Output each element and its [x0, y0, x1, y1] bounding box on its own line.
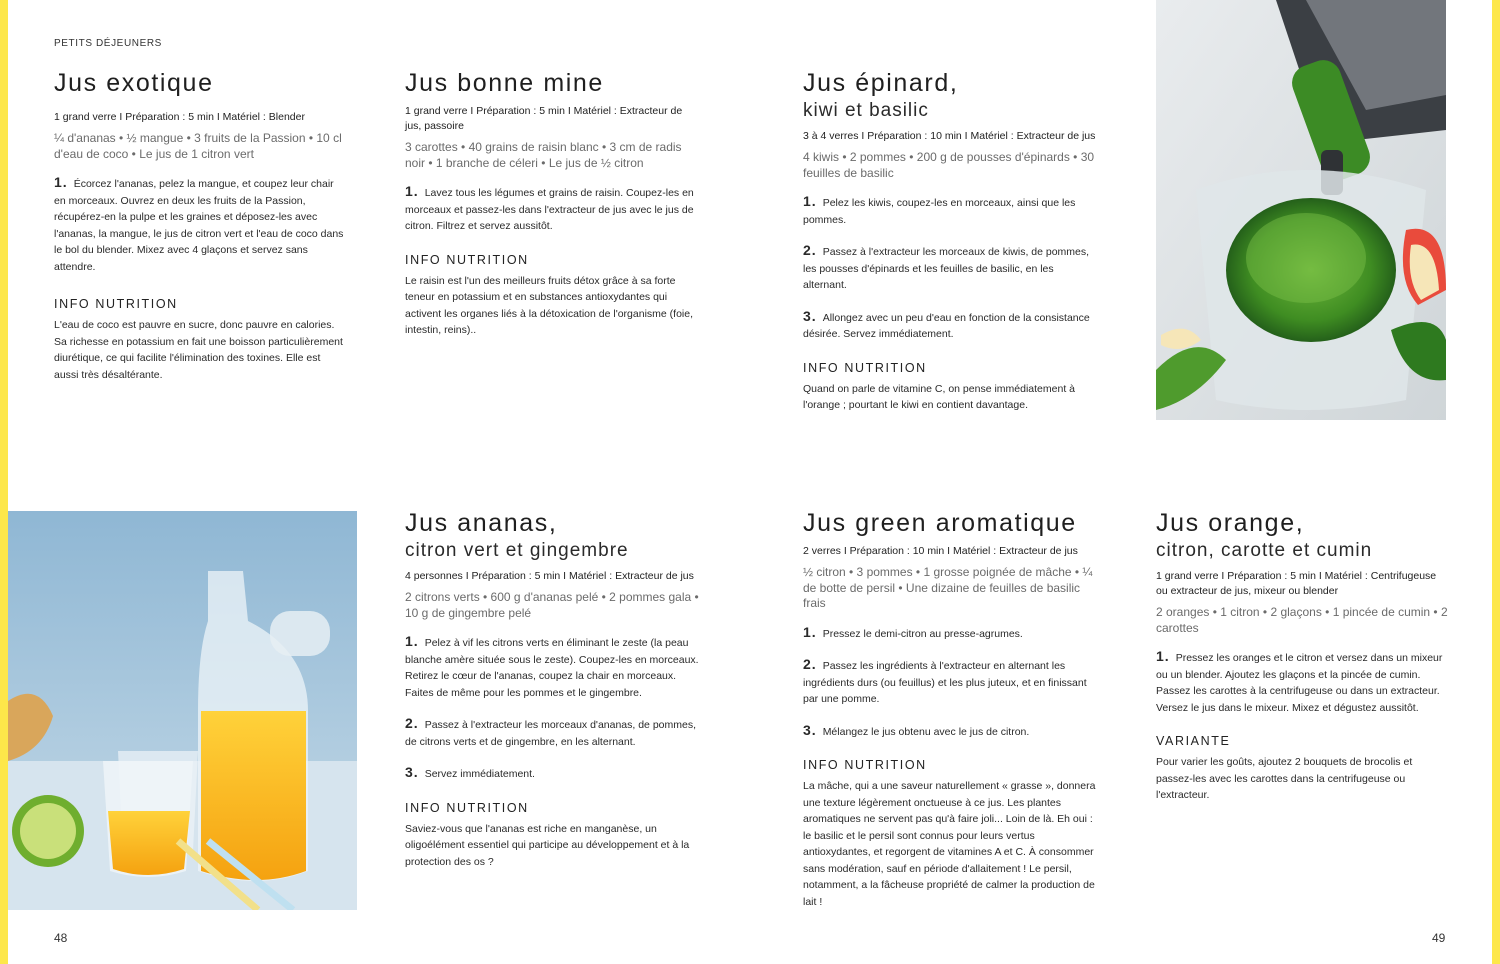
page-edge-left — [0, 0, 8, 964]
info-heading: INFO NUTRITION — [405, 252, 529, 267]
recipe-step: 2. Passez les ingrédients à l'extracteur en alternant les ingrédients durs (ou feuillus) et les plus juteux, et en finissant par une pomme. — [803, 656, 1087, 705]
info-text: Le raisin est l'un des meilleurs fruits détox grâce à sa forte teneur en potassium et en substances antioxydantes qui activent les organes liés à la détoxication de l'organisme (foie, intestin, reins).. — [405, 274, 693, 336]
info-heading: INFO NUTRITION — [803, 758, 927, 772]
recipe-ingredients: ½ citron • 3 pommes • 1 grosse poignée de mâche • ¼ de botte de persil • Une dizaine de feuilles de basilic frais — [803, 565, 1093, 610]
recipe-title: Jus green aromatique — [803, 509, 1077, 537]
recipe-ingredients: 2 citrons verts • 600 g d'ananas pelé • 2 pommes gala • 10 g de gingembre pelé — [405, 590, 699, 620]
info-text: La mâche, qui a une saveur naturellement « grasse », donnera une texture légèrement onctueuse à ce jus. Les plantes aromatiques ne servent pas qu'à faire joli... Loin de là. Eh oui : le basilic et le persil sont connus pour leurs vertus antioxydantes, et regorgent de vitamines A et C. À consommer sans modération, sauf en période d'allaitement ! Le persil, notamment, a la fâcheuse propriété de calmer la production de lait ! — [803, 780, 1096, 908]
page-edge-right — [1492, 0, 1500, 964]
recipe-title: Jus bonne mine — [405, 69, 604, 97]
section-label: PETITS DÉJEUNERS — [54, 38, 162, 49]
recipe-ingredients: 3 carottes • 40 grains de raisin blanc • 3 cm de radis noir • 1 branche de céleri • Le jus de ½ citron — [405, 140, 682, 170]
recipe-jus-orange — [1156, 508, 1448, 804]
recipe-step: 1. Pressez le demi-citron au presse-agrumes. — [803, 623, 1023, 640]
recipe-jus-epinard — [803, 68, 1099, 414]
photo-pineapple-juice — [8, 511, 357, 910]
recipe-step: 1. Pelez les kiwis, coupez-les en morceaux, ainsi que les pommes. — [803, 193, 1076, 226]
info-text: L'eau de coco est pauvre en sucre, donc pauvre en calories. Sa richesse en potassium en fait une boisson particulièrement diurétique, ce qui facilite l'élimination des toxines. Elle est aussi très désaltérante. — [54, 319, 343, 381]
recipe-step: 3. Allongez avec un peu d'eau en fonction de la consistance désirée. Servez immédiatement. — [803, 307, 1090, 340]
recipe-title: Jus épinard, — [803, 69, 959, 97]
recipe-step: 2. Passez à l'extracteur les morceaux de kiwis, de pommes, les pousses d'épinards et les feuilles de basilic, en les alternant. — [803, 242, 1090, 291]
recipe-subtitle: kiwi et basilic — [803, 100, 929, 121]
variant-text: Pour varier les goûts, ajoutez 2 bouquets de brocolis et passez-les avec les carottes dans la centrifugeuse ou l'extracteur. — [1156, 756, 1413, 801]
recipe-title: Jus orange, — [1156, 509, 1305, 537]
recipe-step: 1. Pelez à vif les citrons verts en éliminant le zeste (la peau blanche amère située sous le zeste). Coupez-les en morceaux. Retirez le cœur de l'ananas, coupez la chair en morceaux. Faites de même pour les pommes et le gingembre. — [405, 633, 699, 699]
recipe-meta: 1 grand verre I Préparation : 5 min I Matériel : Blender — [54, 111, 305, 123]
recipe-step: 1. Lavez tous les légumes et grains de raisin. Coupez-les en morceaux et passez-les dans l'extracteur de jus avec le jus de citron. Filtrez et servez aussitôt. — [405, 183, 694, 232]
recipe-jus-bonne-mine — [405, 68, 697, 339]
info-heading: INFO NUTRITION — [405, 800, 529, 815]
recipe-jus-green-aromatique — [803, 508, 1099, 910]
pineapple-juice-illustration — [8, 511, 357, 910]
recipe-step: 3. Mélangez le jus obtenu avec le jus de citron. — [803, 721, 1030, 738]
photo-green-juice — [1156, 0, 1446, 420]
recipe-meta: 3 à 4 verres I Préparation : 10 min I Matériel : Extracteur de jus — [803, 130, 1096, 142]
info-heading: INFO NUTRITION — [54, 297, 178, 311]
recipe-ingredients: ¼ d'ananas • ½ mangue • 3 fruits de la Passion • 10 cl d'eau de coco • Le jus de 1 citron vert — [54, 131, 342, 161]
recipe-jus-ananas — [405, 508, 700, 870]
recipe-title: Jus ananas, — [405, 509, 558, 537]
variant-heading: VARIANTE — [1156, 734, 1231, 748]
green-juice-illustration — [1156, 0, 1446, 420]
recipe-step: 2. Passez à l'extracteur les morceaux d'ananas, de pommes, de citrons verts et de gingembre, en les alternant. — [405, 715, 696, 748]
recipe-meta: 4 personnes I Préparation : 5 min I Matériel : Extracteur de jus — [405, 570, 694, 582]
recipe-subtitle: citron, carotte et cumin — [1156, 540, 1373, 561]
page-number-right: 49 — [1432, 931, 1446, 945]
recipe-step: 1. Écorcez l'ananas, pelez la mangue, et coupez leur chair en morceaux. Ouvrez en deux les fruits de la Passion, récupérez-en la pulpe et les graines et déposez-les avec l'ananas, la mangue, le jus de citron vert et l'eau de coco dans le bol du blender. Mixez avec 4 glaçons et servez sans attendre. — [54, 174, 344, 273]
recipe-jus-exotique — [54, 68, 344, 383]
recipe-title: Jus exotique — [54, 69, 214, 97]
recipe-meta: 1 grand verre I Préparation : 5 min I Matériel : Extracteur de jus, passoire — [405, 105, 683, 132]
recipe-meta: 1 grand verre I Préparation : 5 min I Matériel : Centrifugeuse ou extracteur de jus, mixeur ou blender — [1156, 570, 1437, 597]
recipe-ingredients: 4 kiwis • 2 pommes • 200 g de pousses d'épinards • 30 feuilles de basilic — [803, 150, 1095, 180]
recipe-step: 1. Pressez les oranges et le citron et versez dans un mixeur ou un blender. Ajoutez les glaçons et la pincée de cumin. Passez les carottes à la centrifugeuse ou dans un extracteur. Versez le jus dans le mixeur. Mixez et dégustez aussitôt. — [1156, 648, 1443, 714]
page-number-left: 48 — [54, 931, 68, 945]
recipe-step: 3. Servez immédiatement. — [405, 764, 535, 780]
recipe-ingredients: 2 oranges • 1 citron • 2 glaçons • 1 pincée de cumin • 2 carottes — [1156, 605, 1448, 635]
info-text: Quand on parle de vitamine C, on pense immédiatement à l'orange ; pourtant le kiwi en contient davantage. — [803, 382, 1075, 411]
recipe-subtitle: citron vert et gingembre — [405, 540, 629, 561]
info-text: Saviez-vous que l'ananas est riche en manganèse, un oligoélément essentiel qui participe au développement et à la protection des os ? — [405, 822, 690, 868]
info-heading: INFO NUTRITION — [803, 360, 927, 375]
recipe-meta: 2 verres I Préparation : 10 min I Matériel : Extracteur de jus — [803, 545, 1078, 557]
